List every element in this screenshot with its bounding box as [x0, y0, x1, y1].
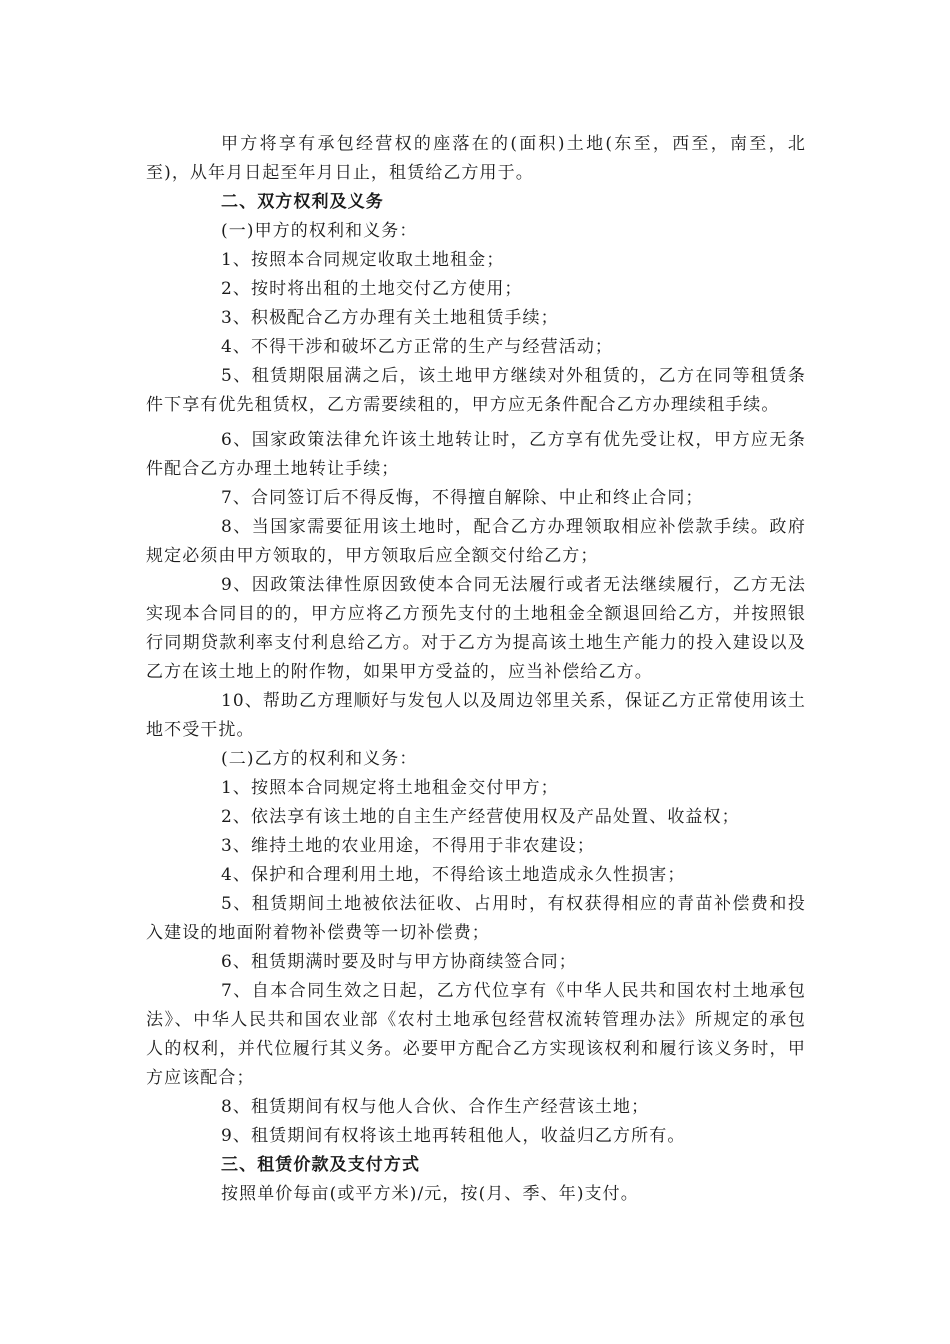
list-item: 5、租赁期间土地被依法征收、占用时，有权获得相应的青苗补偿费和投入建设的地面附着物补偿费等一切补偿费； — [146, 894, 806, 943]
list-item: 7、合同签订后不得反悔，不得擅自解除、中止和终止合同； — [221, 488, 704, 508]
paragraph-land-lease-scope: 甲方将享有承包经营权的座落在的(面积)土地(东至，西至，南至，北至)，从年月日起至年月日止，租赁给乙方用于。 — [146, 134, 806, 183]
list-item: 6、国家政策法律允许该土地转让时，乙方享有优先受让权，甲方应无条件配合乙方办理土地转让手续； — [146, 430, 806, 479]
list-item: 3、维持土地的农业用途，不得用于非农建设； — [221, 836, 595, 856]
subheading-party-a: (一)甲方的权利和义务： — [221, 221, 418, 241]
subheading-party-b: (二)乙方的权利和义务： — [221, 749, 418, 769]
list-item: 10、帮助乙方理顺好与发包人以及周边邻里关系，保证乙方正常使用该土地不受干扰。 — [146, 691, 806, 740]
list-item: 3、积极配合乙方办理有关土地租赁手续； — [221, 308, 559, 328]
list-item: 5、租赁期限届满之后，该土地甲方继续对外租赁的，乙方在同等租赁条件下享有优先租赁权，乙方需要续租的，甲方应无条件配合乙方办理续租手续。 — [146, 366, 806, 415]
list-item: 2、按时将出租的土地交付乙方使用； — [221, 279, 523, 299]
contract-body — [146, 130, 806, 1209]
list-item: 1、按照本合同规定将土地租金交付甲方； — [221, 778, 559, 798]
list-item: 6、租赁期满时要及时与甲方协商续签合同； — [221, 952, 577, 972]
list-item: 2、依法享有该土地的自主生产经营使用权及产品处置、收益权； — [221, 807, 740, 827]
list-item: 7、自本合同生效之日起，乙方代位享有《中华人民共和国农村土地承包法》、中华人民共和国农业部《农村土地承包经营权流转管理办法》所规定的承包人的权利，并代位履行其义务。必要甲方配合乙方实现该权利和履行该义务时，甲方应该配合； — [146, 981, 806, 1088]
list-item: 9、租赁期间有权将该土地再转租他人，收益归乙方所有。 — [221, 1126, 686, 1146]
list-item: 1、按照本合同规定收取土地租金； — [221, 250, 505, 270]
section-heading-rights-obligations: 二、双方权利及义务 — [221, 192, 384, 212]
paragraph-payment-terms: 按照单价每亩(或平方米)/元，按(月、季、年)支付。 — [221, 1184, 639, 1204]
list-item: 4、保护和合理利用土地，不得给该土地造成永久性损害； — [221, 865, 686, 885]
section-heading-price-payment: 三、租赁价款及支付方式 — [221, 1155, 421, 1175]
list-item: 8、租赁期间有权与他人合伙、合作生产经营该土地； — [221, 1097, 650, 1117]
list-item: 4、不得干涉和破坏乙方正常的生产与经营活动； — [221, 337, 614, 357]
list-item: 9、因政策法律性原因致使本合同无法履行或者无法继续履行，乙方无法实现本合同目的的，甲方应将乙方预先支付的土地租金全额退回给乙方，并按照银行同期贷款利率支付利息给乙方。对于乙方为提高该土地生产能力的投入建设以及乙方在该土地上的附作物，如果甲方受益的，应当补偿给乙方。 — [146, 575, 806, 682]
list-item: 8、当国家需要征用该土地时，配合乙方办理领取相应补偿款手续。政府规定必须由甲方领取的，甲方领取后应全额交付给乙方； — [146, 517, 806, 566]
